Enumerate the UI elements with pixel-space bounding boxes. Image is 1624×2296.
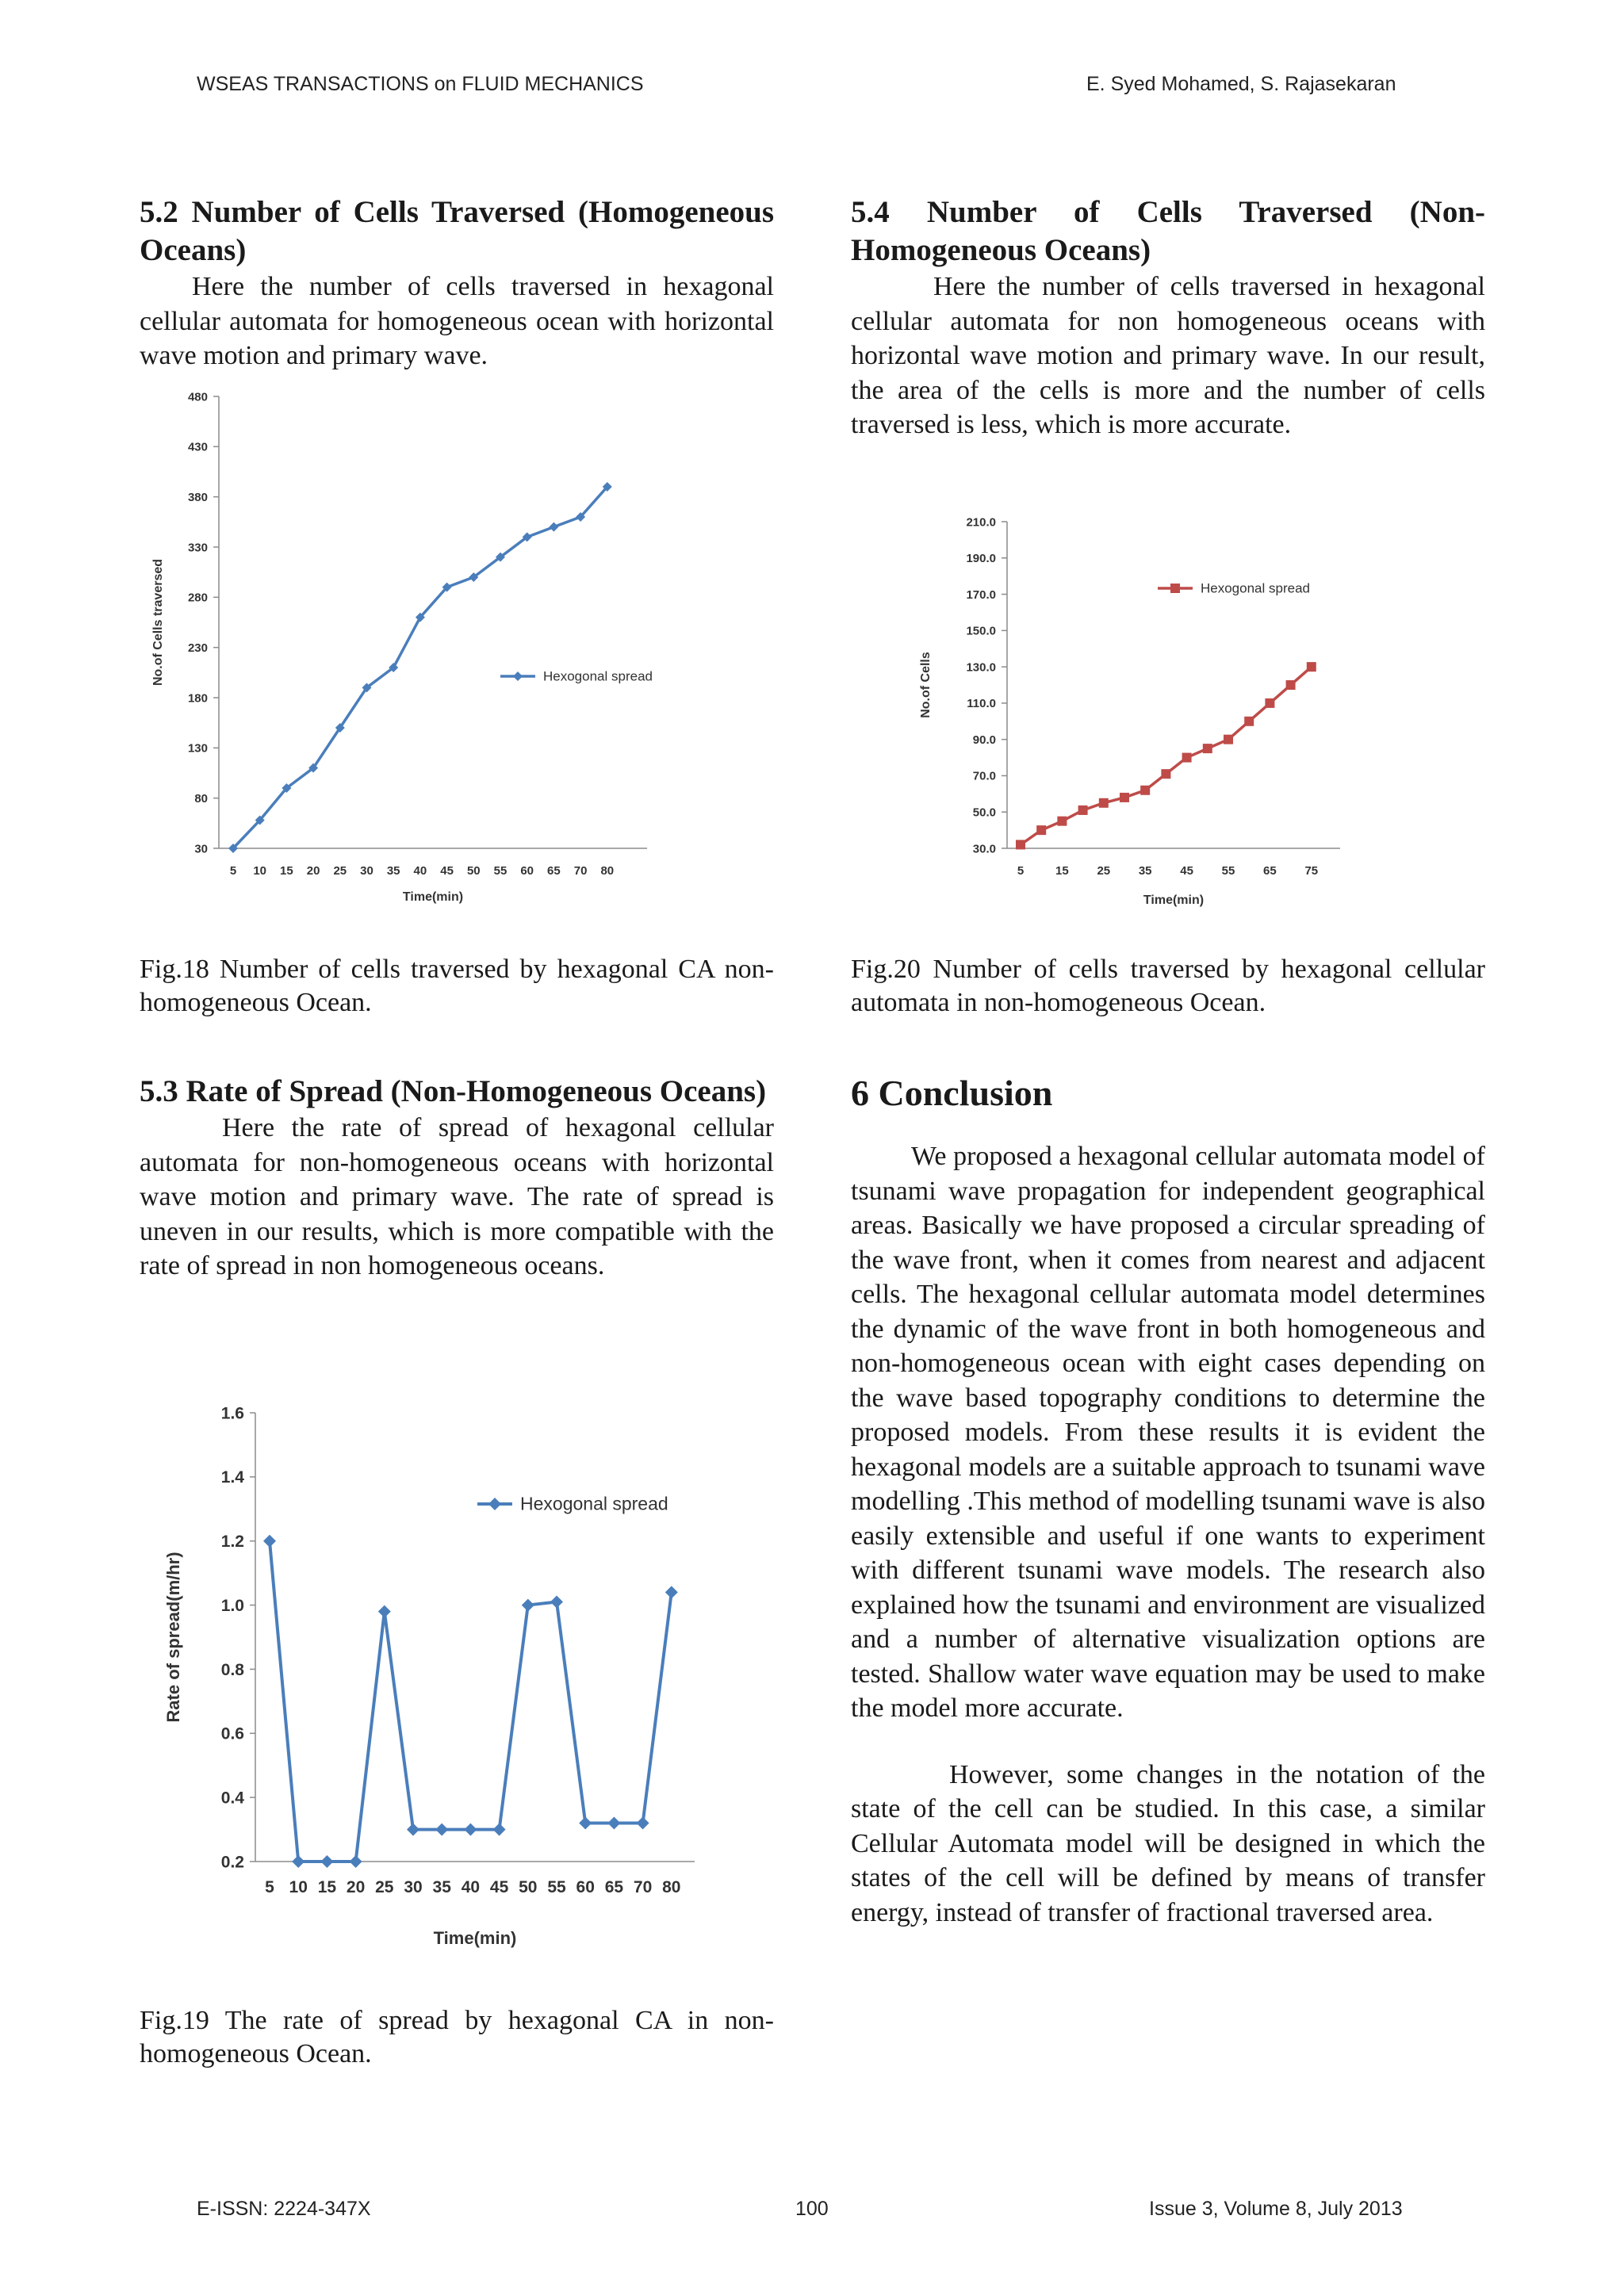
y-tick-label: 170.0 xyxy=(966,587,996,602)
x-tick-label: 70 xyxy=(633,1878,653,1896)
x-tick-label: 45 xyxy=(440,864,454,878)
y-axis-label: No.of Cells traversed xyxy=(151,558,165,687)
data-point xyxy=(1078,806,1088,815)
x-tick-label: 40 xyxy=(461,1878,481,1896)
data-point xyxy=(1244,717,1254,726)
data-point xyxy=(320,1855,333,1868)
data-point xyxy=(579,1816,592,1829)
x-tick-label: 45 xyxy=(1180,864,1193,878)
legend-marker xyxy=(488,1498,501,1510)
x-tick-label: 80 xyxy=(600,864,615,878)
x-tick-label: 25 xyxy=(1097,864,1111,878)
y-tick-label: 0.6 xyxy=(220,1724,244,1743)
data-point xyxy=(1203,744,1212,753)
section-5-2-title: 5.2 Number of Cells Traversed (Homogeneous Oceans) xyxy=(140,195,774,267)
section-5-4-title: 5.4 Number of Cells Traversed (Non-Homogeneous Oceans) xyxy=(851,195,1485,267)
section-5-3-body: Here the rate of spread of hexagonal cellular automata for non-homogeneous oceans with horizontal wave motion and primary wave. The rate of spread is uneven in our results, which is more compatible with the rate of spread in non homogeneous oceans. xyxy=(140,1113,774,1280)
y-axis-label: No.of Cells xyxy=(919,652,933,718)
y-tick-label: 70.0 xyxy=(972,769,996,783)
x-tick-label: 80 xyxy=(662,1878,681,1896)
data-point xyxy=(1307,662,1316,672)
data-point xyxy=(549,522,558,532)
y-tick-label: 1.4 xyxy=(220,1468,244,1487)
x-tick-label: 15 xyxy=(280,864,293,878)
data-point xyxy=(1016,840,1025,849)
x-tick-label: 25 xyxy=(375,1878,394,1896)
legend-marker xyxy=(1170,584,1180,593)
section-5-2-body: Here the number of cells traversed in hexagonal cellular automata for homogeneous ocean with horizontal wave motion and primary wave. xyxy=(140,272,774,370)
section-6 xyxy=(851,1074,1485,1930)
figure-19-caption: Fig.19 The rate of spread by hexagonal CA in non-homogeneous Ocean. xyxy=(140,2006,774,2068)
y-tick-label: 80 xyxy=(194,791,208,806)
figure-18-caption-block xyxy=(140,953,774,1020)
data-point xyxy=(407,1823,419,1836)
x-tick-label: 50 xyxy=(466,864,481,878)
y-tick-label: 1.6 xyxy=(220,1404,244,1423)
x-tick-label: 55 xyxy=(1221,864,1235,878)
x-tick-label: 5 xyxy=(265,1878,274,1896)
data-point xyxy=(1265,698,1274,708)
x-axis-label: Time(min) xyxy=(433,1928,517,1948)
y-tick-label: 190.0 xyxy=(966,552,996,566)
x-tick-label: 65 xyxy=(1263,864,1277,878)
x-axis-label: Time(min) xyxy=(1143,894,1205,907)
data-point xyxy=(493,1823,506,1836)
x-tick-label: 45 xyxy=(489,1878,509,1896)
x-tick-label: 35 xyxy=(386,864,400,878)
footer-page-number: 100 xyxy=(795,2198,829,2220)
y-tick-label: 0.4 xyxy=(220,1789,244,1808)
x-tick-label: 65 xyxy=(547,864,561,878)
y-tick-label: 110.0 xyxy=(967,697,996,711)
y-tick-label: 30.0 xyxy=(972,842,996,856)
y-tick-label: 130 xyxy=(187,741,208,756)
data-point xyxy=(1057,817,1067,826)
section-5-2 xyxy=(140,193,774,373)
legend-marker xyxy=(513,672,523,681)
x-tick-label: 70 xyxy=(573,864,588,878)
y-tick-label: 90.0 xyxy=(972,733,996,747)
figure-20-caption: Fig.20 Number of cells traversed by hexagonal cellular automata in non-homogeneous Ocean. xyxy=(851,955,1485,1017)
section-6-paragraph-1: We proposed a hexagonal cellular automata model of tsunami wave propagation for independent geographical areas. Basically we have proposed a circular spreading of the wave front, when it comes from nearest and adjacent cells. The hexagonal cellular automata model determines the dynamic of the wave front in both homogeneous and non-homogeneous ocean with eight cases depending on the wave based topography conditions to determine the proposed models. From these results it is evident the hexagonal models are a suitable approach to tsunami wave modelling .This method of modelling tsunami wave is also easily extensible and useful if one wants to experiment with different tsunami wave models. The research also explained how the tsunami and environment are visualized and a number of alternative visualization options are tested. Shallow water wave equation may be used to make the model more accurate. xyxy=(851,1142,1485,1723)
running-header-journal: WSEAS TRANSACTIONS on FLUID MECHANICS xyxy=(197,73,644,95)
y-tick-label: 210.0 xyxy=(966,515,996,530)
y-tick-label: 180 xyxy=(187,691,208,706)
x-tick-label: 20 xyxy=(306,864,320,878)
data-point xyxy=(464,1823,477,1836)
x-tick-label: 65 xyxy=(604,1878,624,1896)
series-line xyxy=(270,1541,672,1862)
y-tick-label: 1.0 xyxy=(220,1596,244,1615)
legend-label: Hexogonal spread xyxy=(543,668,653,684)
y-tick-label: 230 xyxy=(187,641,208,655)
data-point xyxy=(665,1586,678,1598)
y-tick-label: 1.2 xyxy=(220,1533,244,1552)
data-point xyxy=(1140,786,1150,795)
figure-20-caption-block xyxy=(851,953,1485,1020)
x-tick-label: 5 xyxy=(229,864,237,878)
y-tick-label: 430 xyxy=(187,440,208,454)
data-point xyxy=(1224,735,1233,744)
data-point xyxy=(607,1816,620,1829)
x-tick-label: 55 xyxy=(493,864,508,878)
x-tick-label: 50 xyxy=(519,1878,538,1896)
data-point xyxy=(435,1823,448,1836)
section-5-3 xyxy=(140,1073,774,1284)
x-tick-label: 10 xyxy=(289,1878,308,1896)
section-5-4 xyxy=(851,193,1485,442)
legend-label: Hexogonal spread xyxy=(1201,580,1310,596)
legend-label: Hexogonal spread xyxy=(520,1493,668,1514)
section-6-title: 6 Conclusion xyxy=(851,1073,1053,1113)
data-point xyxy=(1099,798,1109,808)
running-header-authors: E. Syed Mohamed, S. Rajasekaran xyxy=(1086,73,1396,95)
y-tick-label: 480 xyxy=(187,390,208,404)
x-tick-label: 35 xyxy=(1138,864,1152,878)
section-5-3-title: 5.3 Rate of Spread (Non-Homogeneous Oceans) xyxy=(140,1074,767,1108)
footer-issn: E-ISSN: 2224-347X xyxy=(197,2198,371,2220)
data-point xyxy=(263,1535,276,1548)
figure-20-chart xyxy=(888,499,1364,928)
y-tick-label: 380 xyxy=(187,490,208,504)
y-tick-label: 130.0 xyxy=(966,660,996,675)
y-tick-label: 150.0 xyxy=(966,624,996,638)
footer-issue: Issue 3, Volume 8, July 2013 xyxy=(1149,2198,1403,2220)
x-axis-label: Time(min) xyxy=(402,890,464,904)
data-point xyxy=(378,1605,391,1618)
y-tick-label: 0.8 xyxy=(220,1660,244,1679)
section-6-paragraph-2: However, some changes in the notation of the state of the cell can be studied. In this case, a similar Cellular Automata model will be designed in which the states of the cell will be defined by means of transfer energy, instead of transfer of fractional traversed area. xyxy=(851,1759,1485,1927)
x-tick-label: 35 xyxy=(432,1878,451,1896)
x-tick-label: 40 xyxy=(413,864,427,878)
data-point xyxy=(1120,793,1129,802)
y-axis-label: Rate of spread(m/hr) xyxy=(163,1552,183,1723)
data-point xyxy=(1286,680,1296,690)
x-tick-label: 5 xyxy=(1017,864,1025,878)
figure-19-chart xyxy=(140,1380,742,1966)
figure-19-caption-block xyxy=(140,2004,774,2071)
x-tick-label: 75 xyxy=(1304,864,1319,878)
data-point xyxy=(550,1596,563,1609)
data-point xyxy=(637,1816,649,1829)
data-point xyxy=(522,1599,534,1612)
y-tick-label: 280 xyxy=(187,591,208,605)
data-point xyxy=(1036,825,1046,835)
x-tick-label: 10 xyxy=(253,864,267,878)
x-tick-label: 60 xyxy=(576,1878,595,1896)
figure-18-chart xyxy=(140,381,679,920)
x-tick-label: 20 xyxy=(346,1878,366,1896)
x-tick-label: 55 xyxy=(547,1878,566,1896)
data-point xyxy=(1161,769,1170,779)
y-tick-label: 330 xyxy=(187,541,208,555)
data-point xyxy=(350,1855,362,1868)
x-tick-label: 25 xyxy=(333,864,347,878)
series-line xyxy=(233,487,607,848)
figure-18-caption: Fig.18 Number of cells traversed by hexagonal CA non- homogeneous Ocean. xyxy=(140,955,774,1017)
data-point xyxy=(292,1855,304,1868)
x-tick-label: 15 xyxy=(1055,864,1069,878)
x-tick-label: 30 xyxy=(360,864,373,878)
data-point xyxy=(1182,753,1192,763)
x-tick-label: 30 xyxy=(404,1878,423,1896)
x-tick-label: 60 xyxy=(520,864,534,878)
x-tick-label: 15 xyxy=(317,1878,337,1896)
y-tick-label: 0.2 xyxy=(220,1853,244,1872)
y-tick-label: 50.0 xyxy=(972,806,996,820)
section-5-4-body: Here the number of cells traversed in hexagonal cellular automata for non homogeneous oceans with horizontal wave motion and primary wave. In our result, the area of the cells is more and the number of cells traversed is less, which is more accurate. xyxy=(851,272,1485,439)
y-tick-label: 30 xyxy=(194,842,208,856)
